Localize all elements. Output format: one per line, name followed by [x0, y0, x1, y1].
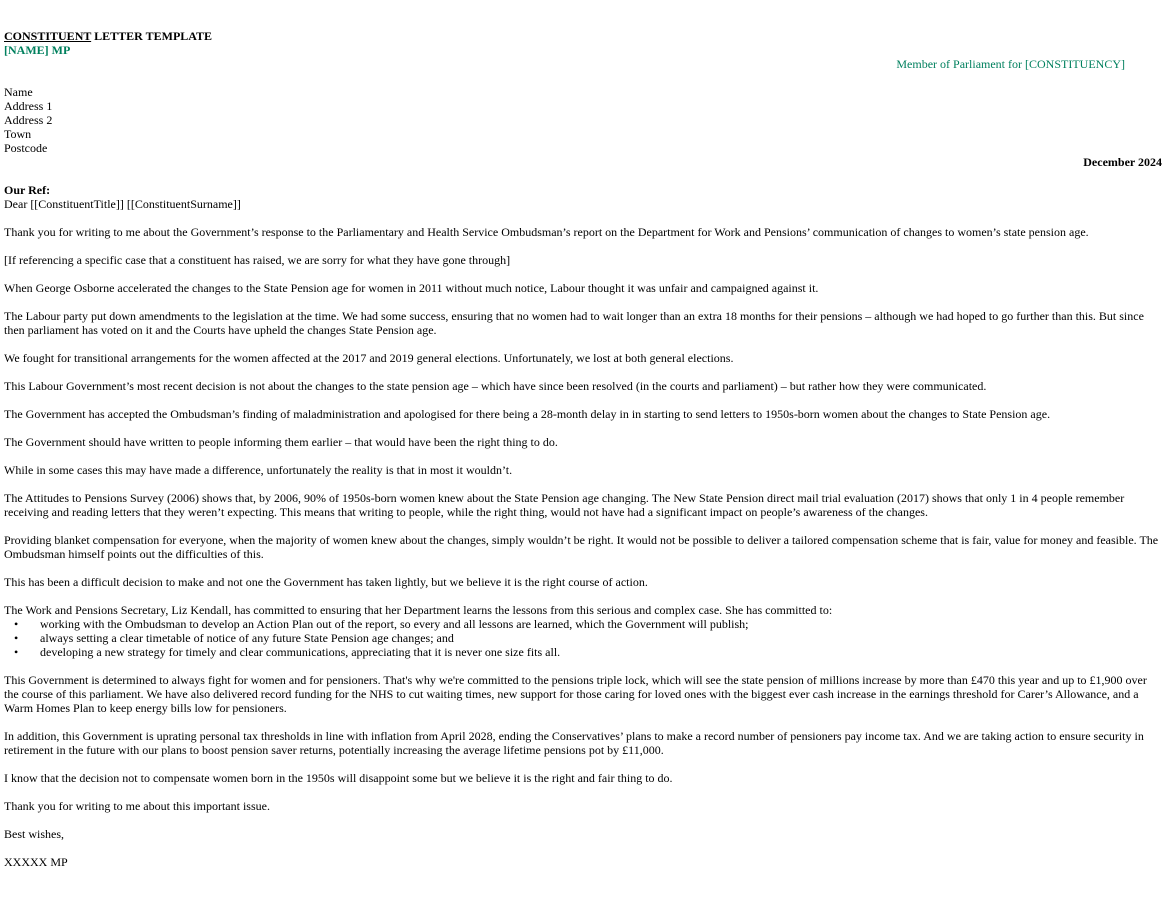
paragraph: This has been a difficult decision to make and not one the Government has taken lightly, but we believe it is the right course of action.: [4, 575, 648, 589]
commitment-list: [4, 617, 1162, 659]
spacer: [4, 295, 1162, 309]
paragraph: The Government should have written to people informing them earlier – that would have been the right thing to do.: [4, 435, 558, 449]
letter-page: [4, 29, 1162, 869]
constituency-line: Member of Parliament for [CONSTITUENCY]: [896, 57, 1125, 71]
spacer: [4, 715, 1162, 729]
paragraph: I know that the decision not to compensate women born in the 1950s will disappoint some but we believe it is the right and fair thing to do.: [4, 771, 673, 785]
address-line-1: Address 1: [4, 99, 53, 113]
salutation: Dear [[ConstituentTitle]] [[ConstituentSurname]]: [4, 197, 241, 211]
spacer: [4, 841, 1162, 855]
spacer: [4, 561, 1162, 575]
paragraph: The Attitudes to Pensions Survey (2006) shows that, by 2006, 90% of 1950s-born women knew about the State Pension age changing. The New State Pension direct mail trial evaluation (2017) shows that only 1 in 4 people remember receiving and reading letters that they weren’t expecting. This means that writing to people, while the right thing, would not have had a significant impact on people’s awareness of the changes.: [4, 491, 1125, 519]
spacer: [4, 393, 1162, 407]
spacer: [4, 239, 1162, 253]
list-item: [4, 631, 1162, 645]
spacer: [4, 757, 1162, 771]
spacer: [4, 449, 1162, 463]
signature: XXXXX MP: [4, 855, 68, 869]
paragraph: Thank you for writing to me about the Government’s response to the Parliamentary and Health Service Ombudsman’s report on the Department for Work and Pensions’ communication of changes to women’s state pension age.: [4, 225, 1089, 239]
template-title-rest: LETTER TEMPLATE: [91, 29, 213, 43]
paragraph: [If referencing a specific case that a constituent has raised, we are sorry for what they have gone through]: [4, 253, 511, 267]
bullet-icon: •: [14, 617, 19, 631]
paragraph: In addition, this Government is uprating personal tax thresholds in line with inflation from April 2028, ending the Conservatives’ plans to make a record number of pensioners pay income tax. And we are taking action to ensure security in retirement in the future with our plans to boost pension saver returns, potentially increasing the average lifetime pensions pot by £11,000.: [4, 729, 1144, 757]
paragraph: Thank you for writing to me about this important issue.: [4, 799, 270, 813]
list-item-text: always setting a clear timetable of notice of any future State Pension age changes; and: [40, 631, 454, 645]
spacer: [4, 71, 1162, 85]
address-town: Town: [4, 127, 32, 141]
bullet-icon: •: [14, 645, 19, 659]
spacer: [4, 365, 1162, 379]
paragraph: Providing blanket compensation for everyone, when the majority of women knew about the changes, simply wouldn’t be right. It would not be possible to deliver a tailored compensation scheme that is fair, value for money and feasible. The Ombudsman himself points out the difficulties of this.: [4, 533, 1159, 561]
spacer: [4, 813, 1162, 827]
address-postcode: Postcode: [4, 141, 48, 155]
spacer: [4, 211, 1162, 225]
template-title-underlined: CONSTITUENT: [4, 29, 92, 43]
paragraph: While in some cases this may have made a difference, unfortunately the reality is that in most it wouldn’t.: [4, 463, 513, 477]
spacer: [4, 659, 1162, 673]
list-item-text: developing a new strategy for timely and clear communications, appreciating that it is never one size fits all.: [40, 645, 561, 659]
list-item: [4, 617, 1162, 631]
list-item: [4, 645, 1162, 659]
paragraph: The Government has accepted the Ombudsman’s finding of maladministration and apologised for there being a 28-month delay in in starting to send letters to 1950s-born women about the changes to State Pension age.: [4, 407, 1051, 421]
paragraph: This Government is determined to always fight for women and for pensioners. That's why we're committed to the pensions triple lock, which will see the state pension of millions increase by more than £470 this year and up to £1,900 over the course of this parliament. We have also delivered record funding for the NHS to cut waiting times, new support for those caring for loved ones with the biggest ever cash increase in the earnings threshold for Carer’s Allowance, and a Warm Homes Plan to keep energy bills low for pensioners.: [4, 673, 1147, 715]
address-line-2: Address 2: [4, 113, 53, 127]
paragraph: This Labour Government’s most recent decision is not about the changes to the state pension age – which have since been resolved (in the courts and parliament) – but rather how they were communicated.: [4, 379, 987, 393]
spacer: [4, 785, 1162, 799]
address-name: Name: [4, 85, 33, 99]
paragraph: We fought for transitional arrangements for the women affected at the 2017 and 2019 general elections. Unfortunately, we lost at both general elections.: [4, 351, 734, 365]
spacer: [4, 589, 1162, 603]
commitment-intro: The Work and Pensions Secretary, Liz Kendall, has committed to ensuring that her Department learns the lessons from this serious and complex case. She has committed to:: [4, 603, 833, 617]
spacer: [4, 337, 1162, 351]
bullet-icon: •: [14, 631, 19, 645]
spacer: [4, 169, 1162, 183]
letter-date: December 2024: [1083, 155, 1162, 169]
spacer: [4, 267, 1162, 281]
our-ref: Our Ref:: [4, 183, 51, 197]
spacer: [4, 519, 1162, 533]
template-title: [4, 29, 1162, 43]
recipient-address: [4, 85, 1162, 155]
spacer: [4, 477, 1162, 491]
paragraph: When George Osborne accelerated the changes to the State Pension age for women in 2011 without much notice, Labour thought it was unfair and campaigned against it.: [4, 281, 819, 295]
spacer: [4, 421, 1162, 435]
mp-name: [NAME] MP: [4, 43, 71, 57]
sign-off: Best wishes,: [4, 827, 64, 841]
list-item-text: working with the Ombudsman to develop an Action Plan out of the report, so every and all lessons are learned, which the Government will publish;: [40, 617, 749, 631]
paragraph: The Labour party put down amendments to the legislation at the time. We had some success, ensuring that no women had to wait longer than an extra 18 months for their pensions – although we had hoped to go further than this. But since then parliament has voted on it and the Courts have upheld the changes State Pension age.: [4, 309, 1144, 337]
